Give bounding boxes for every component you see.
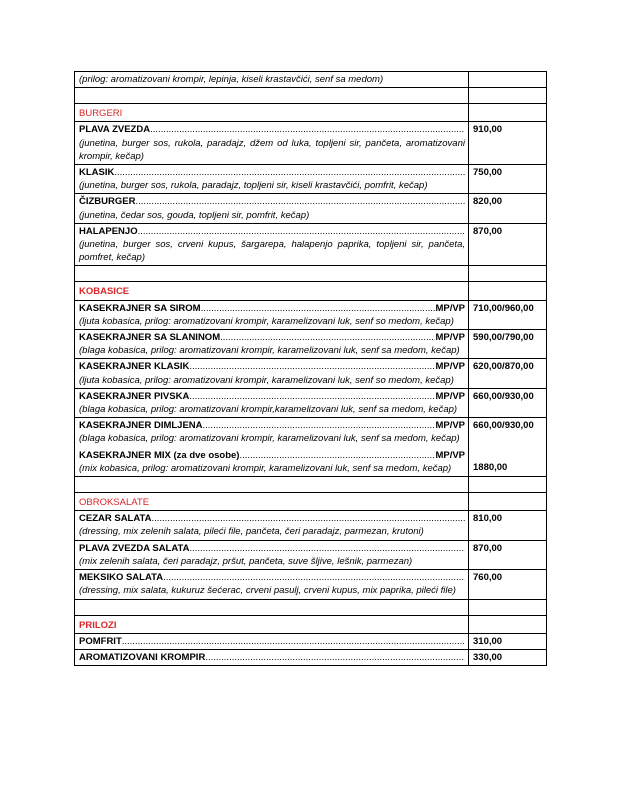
item-name: ČIZBURGER — [79, 196, 136, 208]
item-price: 660,00/930,00 — [469, 388, 547, 417]
item-name: KASEKRAJNER MIX (za dve osobe) — [79, 449, 240, 461]
item-description: (dressing, mix zelenih salata, pileći file, pančeta, čeri paradajz, parmezan, krutoni) — [79, 526, 424, 538]
item-tag: MP/VP — [435, 449, 465, 461]
menu-item-plava-zvezda-salata — [75, 540, 547, 569]
section-title-kobasice: KOBASICE — [75, 282, 469, 300]
item-price: 760,00 — [469, 570, 547, 599]
item-tag: MP/VP — [435, 361, 465, 373]
item-price: 620,00/870,00 — [469, 359, 547, 388]
item-description: (junetina, burger sos, rukola, paradajz, džem od luka, topljeni sir, pančeta, aromatizovani krompir, kečap) — [79, 137, 465, 162]
item-description: (blaga kobasica, prilog: aromatizovani krompir, karamelizovani luk, senf sa medom, kečap) — [79, 433, 460, 445]
item-price: 310,00 — [469, 633, 547, 649]
menu-item-kasekrajner-dimljena-mix — [75, 418, 547, 477]
section-title-burgeri: BURGERI — [75, 104, 469, 122]
item-description: (ljuta kobasica, prilog: aromatizovani krompir, karamelizovani luk, senf so medom, kečap) — [79, 374, 454, 386]
section-title-prilozi: PRILOZI — [75, 615, 469, 633]
menu-table — [74, 71, 547, 666]
item-price: 750,00 — [469, 165, 547, 194]
menu-item-cizburger — [75, 194, 547, 223]
item-name: POMFRIT — [79, 635, 122, 647]
item-tag: MP/VP — [435, 390, 465, 402]
item-name: MEKSIKO SALATA — [79, 572, 164, 584]
item-description: (blaga kobasica, prilog: aromatizovani krompir,karamelizovani luk, senf sa medom, kečap) — [79, 404, 458, 416]
item-price: 870,00 — [469, 223, 547, 266]
section-header-prilozi — [75, 615, 547, 633]
menu-item-klasik — [75, 165, 547, 194]
top-note: (prilog: aromatizovani krompir, lepinja, kiseli krastavčići, senf sa medom) — [75, 72, 469, 88]
item-description: (mix kobasica, prilog: aromatizovani krompir, karamelizovani luk, senf sa medom, kečap) — [79, 462, 452, 474]
item-name: AROMATIZOVANI KROMPIR — [79, 651, 206, 663]
item-price: 870,00 — [469, 540, 547, 569]
item-tag: MP/VP — [435, 420, 465, 432]
item-price: 810,00 — [469, 511, 547, 540]
empty-cell — [469, 72, 547, 88]
item-description: (blaga kobasica, prilog: aromatizovani krompir, karamelizovani luk, senf sa medom, kečap) — [79, 345, 460, 357]
item-name: PLAVA ZVEZDA — [79, 124, 151, 136]
item-name: KASEKRAJNER DIMLJENA — [79, 420, 203, 432]
menu-item-plava-zvezda — [75, 122, 547, 165]
section-header-obroksalate — [75, 493, 547, 511]
item-name: KASEKRAJNER KLASIK — [79, 361, 190, 373]
spacer-row — [75, 266, 547, 282]
item-name: KASEKRAJNER SA SIROM — [79, 302, 201, 314]
spacer-row — [75, 477, 547, 493]
item-name: KLASIK — [79, 167, 115, 179]
item-price: 590,00/790,00 — [469, 330, 547, 359]
menu-item-cezar-salata — [75, 511, 547, 540]
item-name: CEZAR SALATA — [79, 513, 152, 525]
table-row — [75, 72, 547, 88]
item-name: HALAPENJO — [79, 225, 138, 237]
spacer-row — [75, 88, 547, 104]
section-title-obroksalate: OBROKSALATE — [75, 493, 469, 511]
item-name: KASEKRAJNER SA SLANINOM — [79, 332, 221, 344]
spacer-row — [75, 599, 547, 615]
menu-item-kasekrajner-sa-slaninom — [75, 330, 547, 359]
item-description: (dressing, mix salata, kukuruz šećerac, crveni pasulj, crveni kupus, mix paprika, pileći file) — [79, 585, 456, 597]
item-name: PLAVA ZVEZDA SALATA — [79, 542, 190, 554]
item-description: (ljuta kobasica, prilog: aromatizovani krompir, karamelizovani luk, senf so medom, kečap) — [79, 315, 454, 327]
menu-item-meksiko-salata — [75, 570, 547, 599]
item-price: 330,00 — [469, 649, 547, 665]
item-price: 1880,00 — [473, 462, 508, 474]
item-description: (junetina, čedar sos, gouda, topljeni sir, pomfrit, kečap) — [79, 209, 310, 221]
item-description: (mix zelenih salata, čeri paradajz, pršut, pančeta, suve šljive, lešnik, parmezan) — [79, 555, 413, 567]
item-description: (junetina, burger sos, rukola, paradajz, topljeni sir, kiseli krastavčići, pomfrit, kečap) — [79, 180, 428, 192]
menu-item-halapenjo — [75, 223, 547, 266]
item-price: 710,00/960,00 — [469, 300, 547, 329]
menu-item-kasekrajner-sa-sirom — [75, 300, 547, 329]
section-header-kobasice — [75, 282, 547, 300]
item-description: (junetina, burger sos, crveni kupus, šargarepa, halapenjo paprika, topljeni sir, pančeta, pomfret, kečap) — [79, 239, 465, 264]
menu-item-aromatizovani-krompir — [75, 649, 547, 665]
item-tag: MP/VP — [435, 302, 465, 314]
section-header-burgeri — [75, 104, 547, 122]
item-price: 820,00 — [469, 194, 547, 223]
menu-item-kasekrajner-pivska — [75, 388, 547, 417]
item-price: 660,00/930,00 — [473, 420, 534, 432]
menu-item-pomfrit — [75, 633, 547, 649]
item-name: KASEKRAJNER PIVSKA — [79, 390, 190, 402]
menu-item-kasekrajner-klasik — [75, 359, 547, 388]
item-price: 910,00 — [469, 122, 547, 165]
item-tag: MP/VP — [435, 332, 465, 344]
